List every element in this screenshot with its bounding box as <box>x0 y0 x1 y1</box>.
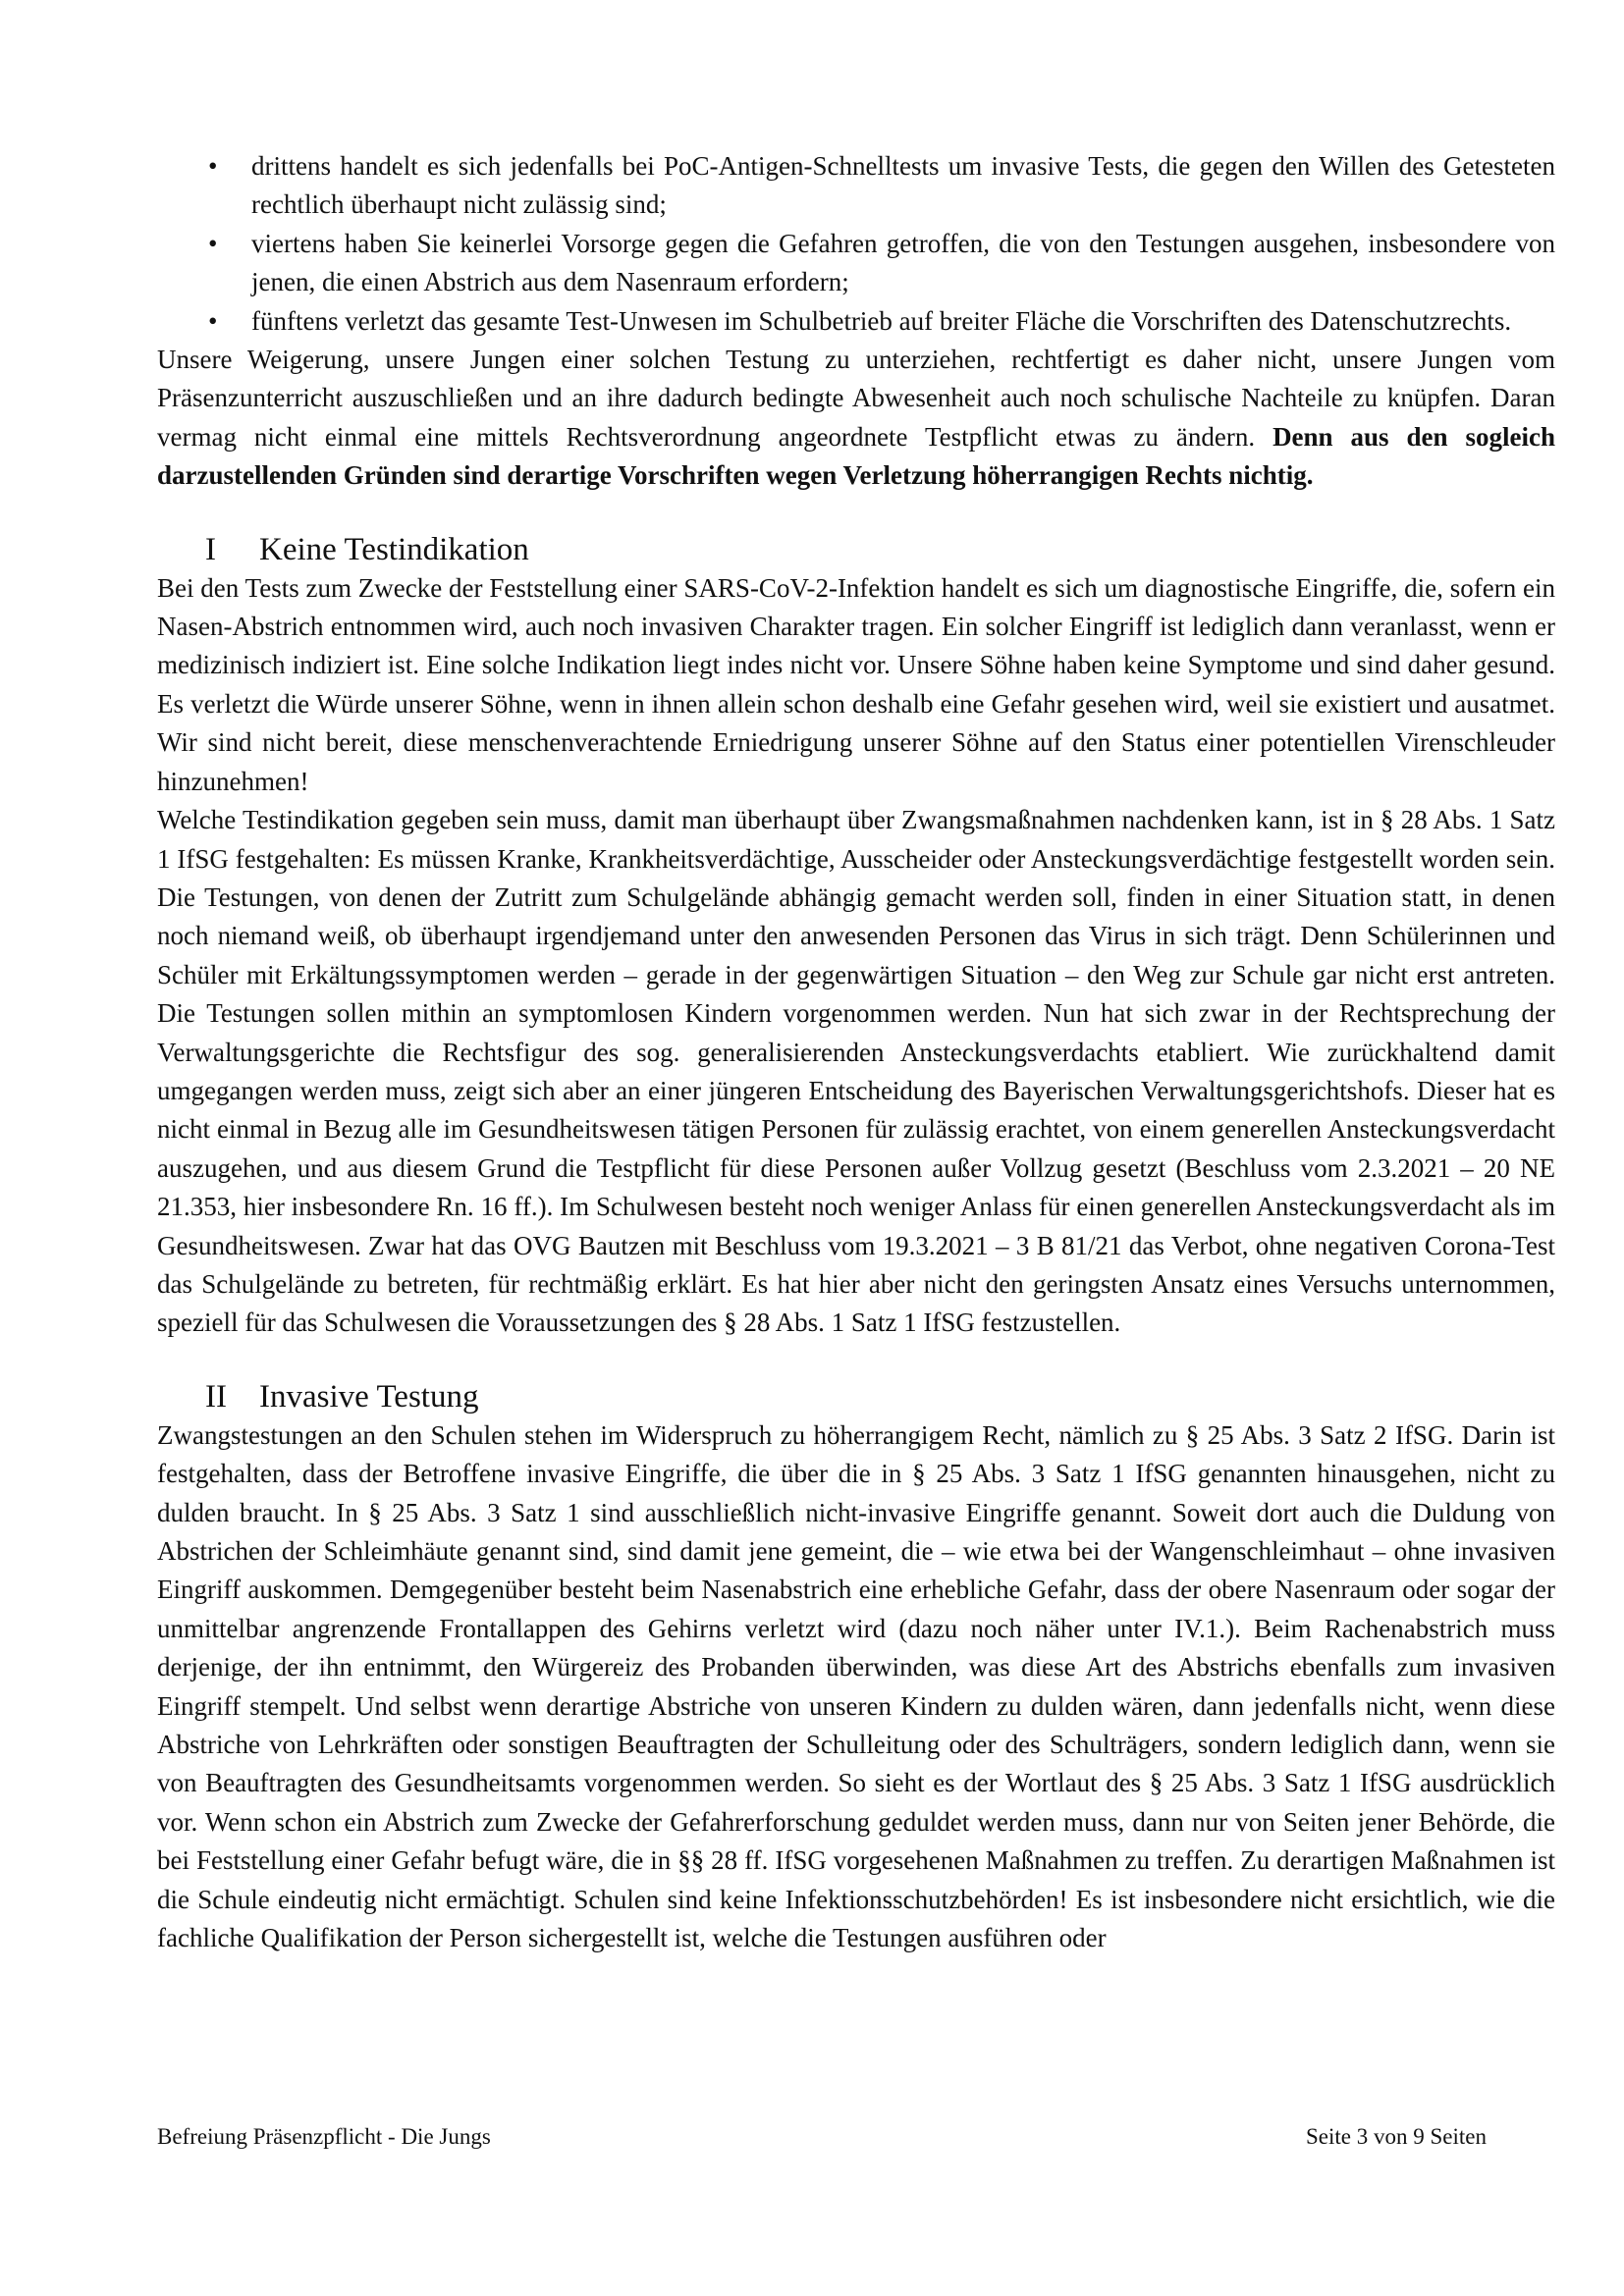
intro-paragraph <box>157 341 1555 496</box>
intro-text: Unsere Weigerung, unsere Jungen einer solchen Testung zu unterziehen, rechtfertigt es daher nicht, unsere Jungen vom Präsenzunterricht auszuschließen und an ihre dadurch bedingte Abwesenheit auch noch schulische Nachteile zu knüpfen. Daran vermag nicht einmal eine mittels Rechtsverordnung angeordnete Testpflicht etwas zu ändern. <box>157 345 1555 452</box>
section-heading-1 <box>157 530 1555 569</box>
list-item <box>157 147 1555 225</box>
bullet-icon: • <box>208 305 218 336</box>
section-title: Keine Testindikation <box>259 531 529 567</box>
section-heading-2 <box>157 1377 1555 1416</box>
footer-page-number: Seite 3 von 9 Seiten <box>1306 2124 1487 2149</box>
bullet-icon: • <box>208 228 218 258</box>
list-item <box>157 302 1555 341</box>
section1-paragraph-1: Bei den Tests zum Zwecke der Feststellung einer SARS-CoV-2-Infektion handelt es sich um diagnostische Eingriffe, die, sofern ein Nasen-Abstrich entnommen wird, auch noch invasiven Charakter tragen. Ein solcher Eingriff ist lediglich dann veranlasst, wenn er medizinisch indiziert ist. Eine solche Indikation liegt indes nicht vor. Unsere Söhne haben keine Symptome und sind daher gesund. Es verletzt die Würde unserer Söhne, wenn in ihnen allein schon deshalb eine Gefahr gesehen wird, weil sie existiert und ausatmet. Wir sind nicht bereit, diese menschenverachtende Erniedrigung unserer Söhne auf den Status einer potentiellen Virenschleuder hinzunehmen! <box>157 572 1555 796</box>
section-number: I <box>205 531 216 567</box>
bullet-text: fünftens verletzt das gesamte Test-Unwesen im Schulbetrieb auf breiter Fläche die Vorschriften des Datenschutzrechts. <box>251 305 1512 336</box>
bullet-text: drittens handelt es sich jedenfalls bei PoC-Antigen-Schnelltests um invasive Tests, die gegen den Willen des Getesteten rechtlich überhaupt nicht zulässig sind; <box>251 151 1555 220</box>
list-item <box>157 225 1555 302</box>
intro-bold-text: Denn aus den sogleich darzustellenden Gründen sind derartige Vorschriften wegen Verletzung höherrangigen Rechts nichtig. <box>157 421 1555 491</box>
section-number: II <box>205 1378 227 1415</box>
page-body <box>157 147 1555 1957</box>
section2-paragraph-1: Zwangstestungen an den Schulen stehen im Widerspruch zu höherrangigem Recht, nämlich zu § 25 Abs. 3 Satz 2 IfSG. Darin ist festgehalten, dass der Betroffene invasive Eingriffe, die über die in § 25 Abs. 3 Satz 1 IfSG genannten hinausgehen, nicht zu dulden braucht. In § 25 Abs. 3 Satz 1 sind ausschließlich nicht-invasive Eingriffe genannt. Soweit dort auch die Duldung von Abstrichen der Schleimhäute genannt sind, sind damit jene gemeint, die – wie etwa bei der Wangenschleimhaut – ohne invasiven Eingriff auskommen. Demgegenüber besteht beim Nasenabstrich eine erhebliche Gefahr, dass der obere Nasenraum oder sogar der unmittelbar angrenzende Frontallappen des Gehirns verletzt wird (dazu noch näher unter IV.1.). Beim Rachenabstrich muss derjenige, der ihn entnimmt, den Würgereiz des Probanden überwinden, was diese Art des Abstrichs ebenfalls zum invasiven Eingriff stempelt. Und selbst wenn derartige Abstriche von unseren Kindern zu dulden wären, dann jedenfalls nicht, wenn diese Abstriche von Lehrkräften oder sonstigen Beauftragten der Schulleitung oder des Schulträgers, sondern lediglich dann, wenn sie von Beauftragten des Gesundheitsamts vorgenommen werden. So sieht es der Wortlaut des § 25 Abs. 3 Satz 1 IfSG ausdrücklich vor. Wenn schon ein Abstrich zum Zwecke der Gefahrerforschung geduldet werden muss, dann nur von Seiten jener Behörde, die bei Feststellung einer Gefahr befugt wäre, die in §§ 28 ff. IfSG vorgesehenen Maßnahmen zu treffen. Zu derartigen Maßnahmen ist die Schule eindeutig nicht ermächtigt. Schulen sind keine Infektionsschutzbehörden! Es ist insbesondere nicht ersichtlich, wie die fachliche Qualifikation der Person sichergestellt ist, welche die Testungen ausführen oder <box>157 1419 1555 1953</box>
bullet-icon: • <box>208 151 218 181</box>
bullet-list <box>157 147 1555 341</box>
section-title: Invasive Testung <box>259 1378 479 1415</box>
footer-document-title: Befreiung Präsenzpflicht - Die Jungs <box>157 2124 491 2149</box>
page-footer <box>157 2122 1487 2152</box>
bullet-text: viertens haben Sie keinerlei Vorsorge gegen die Gefahren getroffen, die von den Testungen ausgehen, insbesondere von jenen, die einen Abstrich aus dem Nasenraum erfordern; <box>251 228 1555 297</box>
section1-paragraph-2: Welche Testindikation gegeben sein muss, damit man überhaupt über Zwangsmaßnahmen nachdenken kann, ist in § 28 Abs. 1 Satz 1 IfSG festgehalten: Es müssen Kranke, Krankheitsverdächtige, Ausscheider oder Ansteckungsverdächtige festgestellt worden sein. Die Testungen, von denen der Zutritt zum Schulgelände abhängig gemacht werden soll, finden in einer Situation statt, in denen noch niemand weiß, ob überhaupt irgendjemand unter den anwesenden Personen das Virus in sich trägt. Denn Schülerinnen und Schüler mit Erkältungssymptomen werden – gerade in der gegenwärtigen Situation – den Weg zur Schule gar nicht erst antreten. Die Testungen sollen mithin an symptomlosen Kindern vorgenommen werden. Nun hat sich zwar in der Rechtsprechung der Verwaltungsgerichte die Rechtsfigur des sog. generalisierenden Ansteckungsverdachts etabliert. Wie zurückhaltend damit umgegangen werden muss, zeigt sich aber an einer jüngeren Entscheidung des Bayerischen Verwaltungsgerichtshofs. Dieser hat es nicht einmal in Bezug alle im Gesundheitswesen tätigen Personen für zulässig erachtet, von einem generellen Ansteckungsverdacht auszugehen, und aus diesem Grund die Testpflicht für diese Personen außer Vollzug gesetzt (Beschluss vom 2.3.2021 – 20 NE 21.353, hier insbesondere Rn. 16 ff.). Im Schulwesen besteht noch weniger Anlass für einen generellen Ansteckungsverdacht als im Gesundheitswesen. Zwar hat das OVG Bautzen mit Beschluss vom 19.3.2021 – 3 B 81/21 das Verbot, ohne negativen Corona-Test das Schulgelände zu betreten, für rechtmäßig erklärt. Es hat hier aber nicht den geringsten Ansatz eines Versuchs unternommen, speziell für das Schulwesen die Voraussetzungen des § 28 Abs. 1 Satz 1 IfSG festzustellen. <box>157 805 1555 1338</box>
